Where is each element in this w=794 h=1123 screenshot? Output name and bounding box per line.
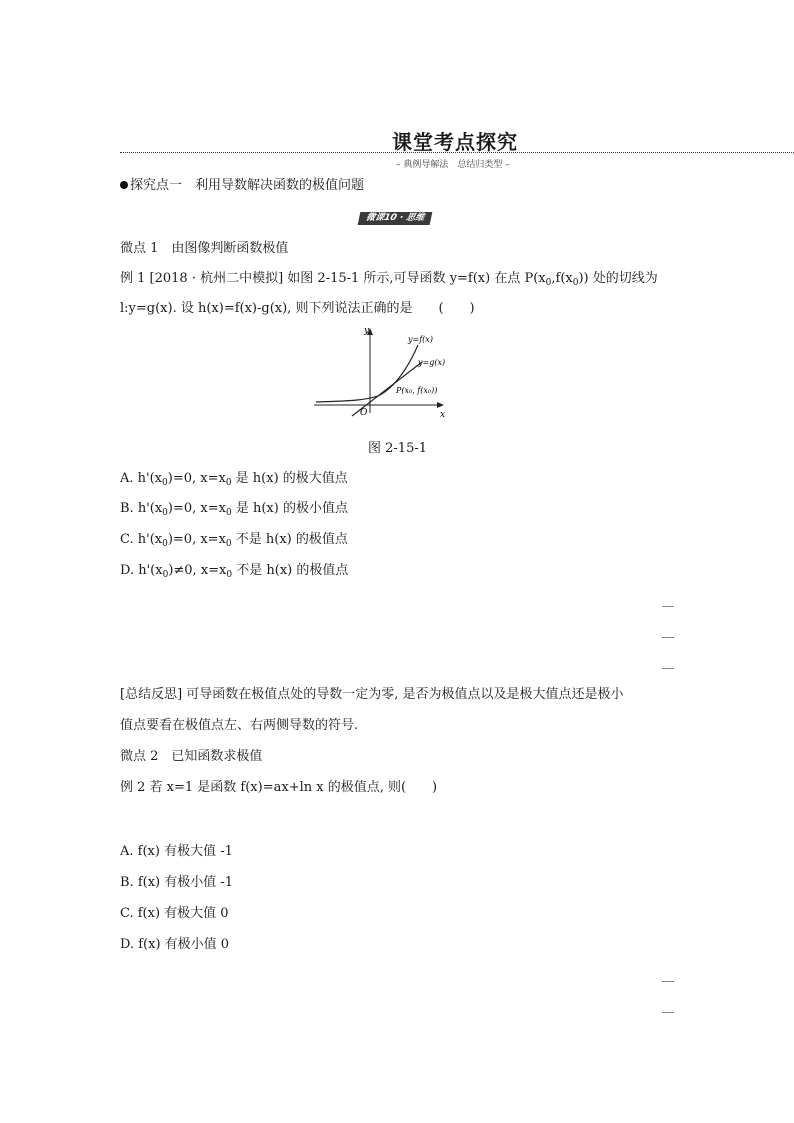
x-axis-arrow	[437, 402, 444, 408]
example1-text-a: 例 1 [2018 · 杭州二中模拟] 如图 2-15-1 所示,可导函数 y=f(x) 在点 P(x	[120, 271, 546, 286]
option-b	[120, 500, 348, 519]
option-b-post: 是 h(x) 的极小值点	[231, 501, 348, 516]
function-graph-figure	[312, 325, 452, 420]
option-d-mid: )≠0, x=x	[168, 563, 227, 578]
reflection-line1: [总结反思] 可导函数在极值点处的导数一定为零, 是否为极值点以及是极大值点还是极小	[120, 687, 624, 702]
option-b-mid: )=0, x=x	[167, 501, 226, 516]
option-d-post: 不是 h(x) 的极值点	[232, 563, 349, 578]
option-c-sub: 0	[162, 539, 168, 549]
option-b-sub2: 0	[225, 508, 232, 518]
example1-text-b: ,f(x	[551, 271, 573, 286]
point-p-label: P(x₀, f(x₀))	[396, 386, 438, 395]
part1-heading: 微点 1 由图像判断函数极值	[120, 241, 289, 256]
option-c	[120, 531, 348, 550]
example1-sub2: 0	[572, 278, 579, 288]
curve-f-label: y=f(x)	[408, 335, 433, 344]
option-c-sub2: 0	[225, 539, 232, 549]
option-a	[120, 470, 348, 489]
option-d	[120, 562, 348, 581]
x-axis-label: x	[440, 410, 446, 420]
option-d-sub: 0	[162, 570, 169, 580]
option-b-pre: B. h'(x	[120, 501, 163, 516]
option-d-sub2: 0	[226, 570, 233, 580]
margin-dash	[662, 1012, 674, 1013]
option-c-post: 不是 h(x) 的极值点	[231, 532, 348, 547]
option2-d: D. f(x) 有极小值 0	[120, 937, 230, 952]
option-c-mid: )=0, x=x	[167, 532, 226, 547]
option-c-pre: C. h'(x	[120, 532, 163, 547]
example1-sub1: 0	[545, 278, 552, 288]
example1-text-c: )) 处的切线为	[578, 271, 658, 286]
example1-line1	[120, 270, 658, 289]
option-a-pre: A. h'(x	[120, 471, 163, 486]
page-subtitle: – 典例导解法 总结归类型 –	[396, 160, 510, 170]
page-title: 课堂考点探究	[392, 130, 518, 154]
bullet-icon	[120, 181, 128, 189]
margin-dash	[662, 668, 674, 669]
option-b-sub: 0	[162, 508, 168, 518]
example1-line2: l:y=g(x). 设 h(x)=f(x)-g(x), 则下列说法正确的是 ( )	[120, 301, 475, 316]
margin-dash	[662, 637, 674, 638]
option-a-mid: )=0, x=x	[167, 471, 226, 486]
margin-dash	[662, 606, 674, 607]
option-a-post: 是 h(x) 的极大值点	[231, 471, 348, 486]
reflection-line2: 值点要看在极值点左、右两侧导数的符号.	[120, 718, 359, 733]
part2-heading: 微点 2 已知函数求极值	[120, 749, 263, 764]
option2-a: A. f(x) 有极大值 -1	[120, 844, 233, 859]
y-axis-label: y	[364, 326, 370, 336]
title-divider	[120, 152, 794, 153]
option-d-pre: D. h'(x	[120, 563, 163, 578]
section-heading-text: 探究点一 利用导数解决函数的极值问题	[130, 178, 365, 193]
option-a-sub2: 0	[225, 478, 232, 488]
option-a-sub: 0	[162, 478, 168, 488]
option2-c: C. f(x) 有极大值 0	[120, 906, 229, 921]
example2-text: 例 2 若 x=1 是函数 f(x)=ax+ln x 的极值点, 则( )	[120, 780, 438, 795]
origin-label: O	[360, 408, 368, 418]
section-heading	[120, 177, 364, 195]
figure-caption: 图 2-15-1	[368, 441, 428, 456]
option2-b: B. f(x) 有极小值 -1	[120, 875, 234, 890]
margin-dash	[662, 981, 674, 982]
micro-lesson-badge: 微课10 · 思维	[358, 212, 433, 225]
tangent-g-label: y=g(x)	[418, 358, 446, 367]
